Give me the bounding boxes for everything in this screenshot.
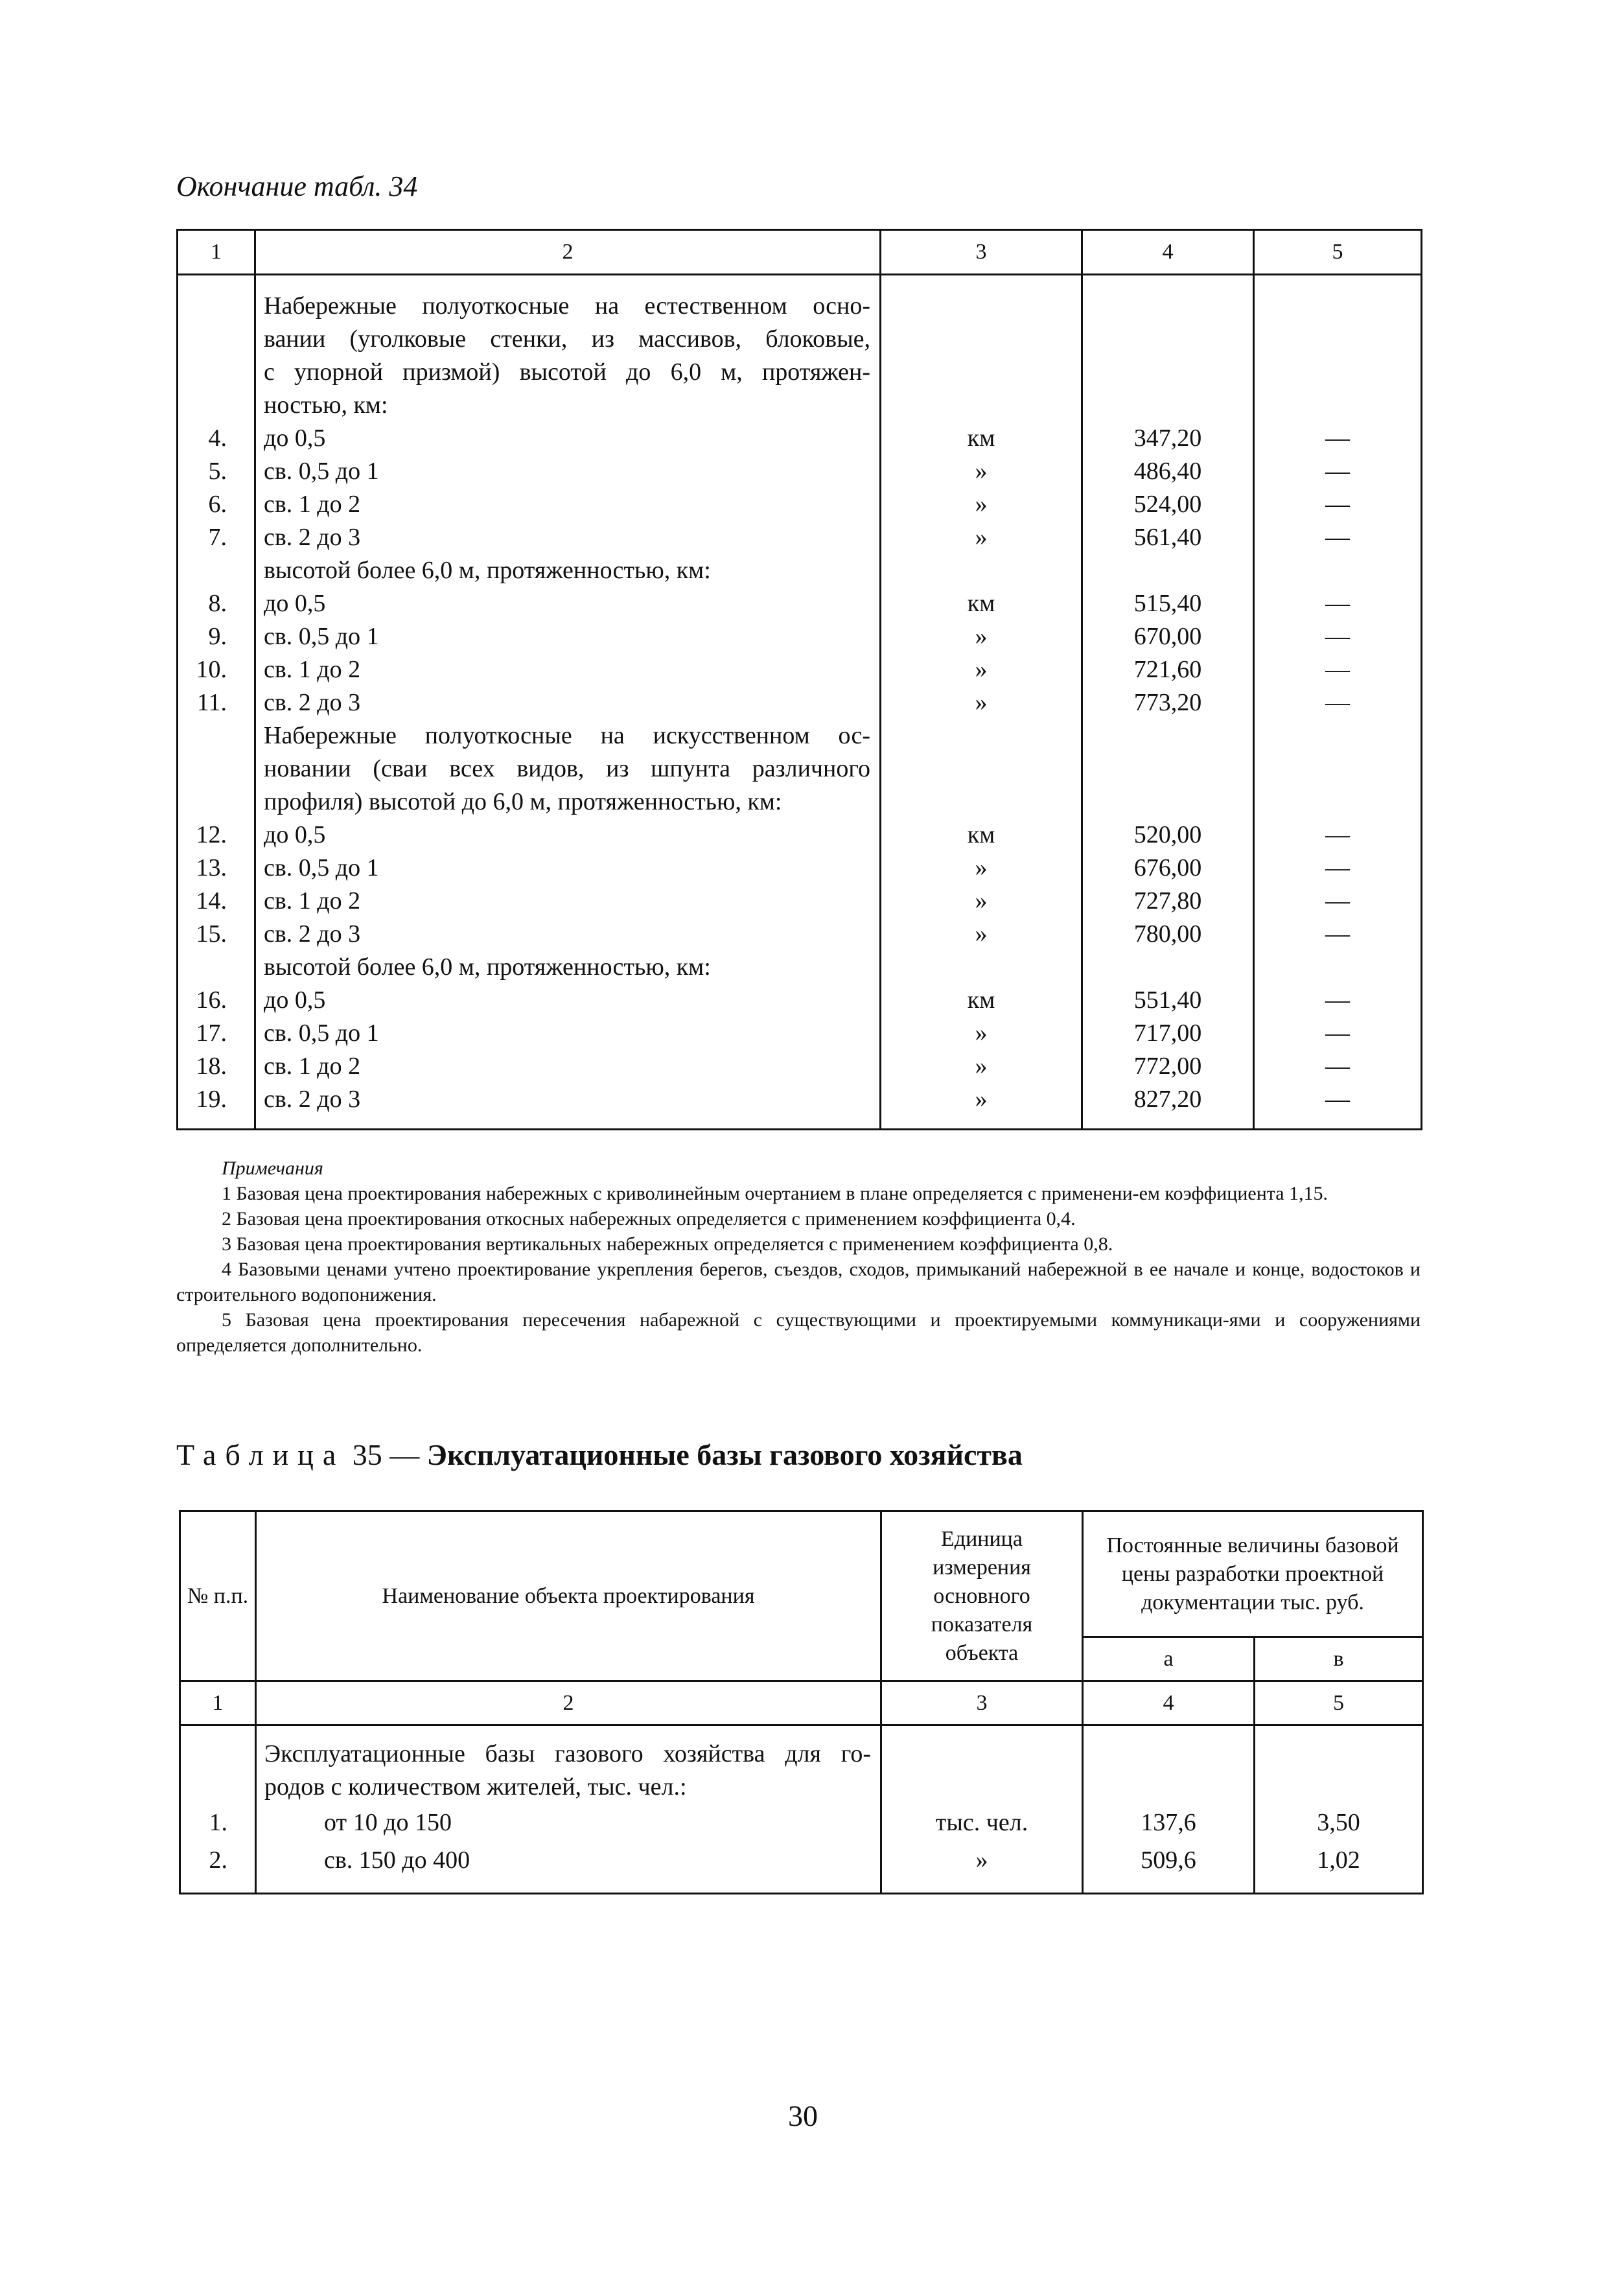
row-value: 347,20 <box>1082 422 1254 455</box>
row-number: 2. <box>180 1841 256 1893</box>
row-value: 773,20 <box>1082 686 1254 719</box>
table-row <box>178 422 1422 455</box>
section-line: с упорной призмой) высотой до 6,0 м, протяжен- <box>264 358 870 386</box>
empty-cell <box>881 554 1082 587</box>
row-name: св. 2 до 3 <box>255 918 881 951</box>
row-name: св. 0,5 до 1 <box>255 1017 881 1050</box>
row-value: 780,00 <box>1082 918 1254 951</box>
row-name: св. 150 до 400 <box>256 1841 881 1893</box>
row-extra: — <box>1254 653 1422 686</box>
note-item: 5 Базовая цена проектирования пересечения набарежной с существующими и проектируемыми коммуникаци-ями и сооружениями определяется дополнительно. <box>176 1309 1421 1356</box>
row-extra: — <box>1254 1083 1422 1130</box>
table-35-header-row <box>180 1511 1423 1637</box>
table-row <box>178 885 1422 918</box>
row-extra: — <box>1254 488 1422 521</box>
table-row <box>178 521 1422 554</box>
header-cell: № п.п. <box>180 1511 256 1681</box>
empty-cell <box>1254 951 1422 984</box>
row-unit: » <box>881 1017 1082 1050</box>
row-extra: — <box>1254 587 1422 620</box>
row-name: от 10 до 150 <box>256 1804 881 1841</box>
section-row <box>178 752 1422 786</box>
row-name: св. 0,5 до 1 <box>255 620 881 653</box>
empty-cell <box>881 356 1082 389</box>
empty-cell <box>1082 719 1254 752</box>
notes-title: Примечания <box>222 1158 323 1179</box>
table-35-title <box>176 1438 1023 1472</box>
row-extra: — <box>1254 918 1422 951</box>
empty-cell <box>1254 389 1422 422</box>
row-number: 6. <box>178 488 255 521</box>
notes-block <box>176 1156 1421 1358</box>
row-extra: — <box>1254 1050 1422 1083</box>
table-row <box>178 852 1422 885</box>
empty-cell <box>881 275 1082 323</box>
row-value: 827,20 <box>1082 1083 1254 1130</box>
table-row <box>178 455 1422 488</box>
table-row <box>180 1804 1423 1841</box>
header-cell: Единица измерения основного показателя объекта <box>881 1511 1083 1681</box>
row-value-a: 137,6 <box>1083 1804 1255 1841</box>
row-unit: км <box>881 819 1082 852</box>
row-number: 15. <box>178 918 255 951</box>
section-line: родов с количеством жителей, тыс. чел.: <box>264 1773 687 1800</box>
empty-cell <box>1082 554 1254 587</box>
empty-cell <box>1082 389 1254 422</box>
header-cell: в <box>1255 1637 1423 1681</box>
row-value: 520,00 <box>1082 819 1254 852</box>
row-unit: км <box>881 422 1082 455</box>
subsection-row <box>178 554 1422 587</box>
empty-cell <box>178 275 255 323</box>
section-line: Набережные полуоткосные на естественном осно- <box>264 292 870 320</box>
row-number: 18. <box>178 1050 255 1083</box>
row-value: 515,40 <box>1082 587 1254 620</box>
row-value: 670,00 <box>1082 620 1254 653</box>
table-row <box>178 620 1422 653</box>
subsection-row <box>178 951 1422 984</box>
table-row <box>178 1050 1422 1083</box>
row-extra: — <box>1254 984 1422 1017</box>
row-unit: км <box>881 984 1082 1017</box>
row-number: 12. <box>178 819 255 852</box>
empty-cell <box>1254 719 1422 752</box>
row-name: до 0,5 <box>255 422 881 455</box>
table-row <box>178 488 1422 521</box>
row-number: 17. <box>178 1017 255 1050</box>
header-cell: а <box>1083 1637 1255 1681</box>
row-number: 7. <box>178 521 255 554</box>
empty-cell <box>1082 786 1254 819</box>
row-name: св. 1 до 2 <box>255 488 881 521</box>
row-extra: — <box>1254 852 1422 885</box>
empty-cell <box>1082 752 1254 786</box>
empty-cell <box>1082 356 1254 389</box>
table-row <box>178 984 1422 1017</box>
row-extra: — <box>1254 620 1422 653</box>
header-cell: Наименование объекта проектирования <box>256 1511 881 1681</box>
row-number: 10. <box>178 653 255 686</box>
empty-cell <box>178 554 255 587</box>
empty-cell <box>1254 786 1422 819</box>
row-unit: » <box>881 521 1082 554</box>
row-name: св. 2 до 3 <box>255 521 881 554</box>
section-line: высотой более 6,0 м, протяженностью, км: <box>264 557 711 584</box>
row-extra: — <box>1254 819 1422 852</box>
row-unit: тыс. чел. <box>881 1804 1083 1841</box>
empty-cell <box>1254 356 1422 389</box>
row-value-b: 1,02 <box>1255 1841 1423 1893</box>
section-line: высотой более 6,0 м, протяженностью, км: <box>264 953 711 981</box>
table-row <box>180 1841 1423 1893</box>
section-row <box>178 786 1422 819</box>
row-unit: » <box>881 686 1082 719</box>
table-row <box>178 918 1422 951</box>
row-value: 486,40 <box>1082 455 1254 488</box>
header-cell: 1 <box>180 1681 256 1725</box>
section-row <box>178 275 1422 323</box>
empty-cell <box>881 752 1082 786</box>
row-unit: » <box>881 1083 1082 1130</box>
row-name: до 0,5 <box>255 984 881 1017</box>
table-35 <box>179 1510 1424 1894</box>
table-row <box>178 686 1422 719</box>
header-cell: 5 <box>1255 1681 1423 1725</box>
empty-cell <box>1254 752 1422 786</box>
row-unit: » <box>881 620 1082 653</box>
section-row <box>178 323 1422 356</box>
empty-cell <box>1254 275 1422 323</box>
row-unit: » <box>881 885 1082 918</box>
row-value: 727,80 <box>1082 885 1254 918</box>
table-row <box>178 1083 1422 1130</box>
row-number: 11. <box>178 686 255 719</box>
row-extra: — <box>1254 455 1422 488</box>
row-unit: » <box>881 455 1082 488</box>
continuation-caption: Окончание табл. 34 <box>176 170 418 202</box>
empty-cell <box>1082 275 1254 323</box>
section-row <box>178 719 1422 752</box>
row-name: св. 2 до 3 <box>255 686 881 719</box>
section-line: новании (сваи всех видов, из шпунта различного <box>264 755 870 782</box>
row-unit: » <box>881 852 1082 885</box>
table-row <box>178 1017 1422 1050</box>
header-cell: Постоянные величины базовой цены разработки проектной документации тыс. руб. <box>1083 1511 1423 1637</box>
section-row <box>178 356 1422 389</box>
row-value-a: 509,6 <box>1083 1841 1255 1893</box>
note-item: 2 Базовая цена проектирования откосных набережных определяется с применением коэффициента 0,4. <box>222 1208 1076 1229</box>
empty-cell <box>1082 951 1254 984</box>
note-item: 4 Базовыми ценами учтено проектирование укрепления берегов, съездов, сходов, примыканий набережной в ее начале и конце, водостоков и строительного водопонижения. <box>176 1259 1421 1305</box>
row-unit: » <box>881 488 1082 521</box>
header-cell: 3 <box>881 230 1082 275</box>
header-cell: 1 <box>178 230 255 275</box>
row-extra: — <box>1254 686 1422 719</box>
row-value: 524,00 <box>1082 488 1254 521</box>
empty-cell <box>178 752 255 786</box>
note-item: 3 Базовая цена проектирования вертикальных набережных определяется с применением коэффициента 0,8. <box>222 1233 1113 1255</box>
row-number: 4. <box>178 422 255 455</box>
table-34-header-row <box>178 230 1422 275</box>
section-line: Эксплуатационные базы газового хозяйства для го- <box>264 1740 871 1767</box>
row-extra: — <box>1254 1017 1422 1050</box>
row-unit: » <box>881 918 1082 951</box>
row-name: св. 0,5 до 1 <box>255 455 881 488</box>
section-line: профиля) высотой до 6,0 м, протяженностью, км: <box>264 788 782 815</box>
empty-cell <box>178 951 255 984</box>
row-number: 8. <box>178 587 255 620</box>
empty-cell <box>178 356 255 389</box>
row-number: 9. <box>178 620 255 653</box>
empty-cell <box>881 951 1082 984</box>
row-name: до 0,5 <box>255 587 881 620</box>
header-cell: 2 <box>256 1681 881 1725</box>
row-number: 1. <box>180 1804 256 1841</box>
empty-cell <box>881 389 1082 422</box>
row-value: 551,40 <box>1082 984 1254 1017</box>
row-extra: — <box>1254 422 1422 455</box>
section-line: Набережные полуоткосные на искусственном ос- <box>264 722 870 749</box>
header-cell: 5 <box>1254 230 1422 275</box>
row-number: 16. <box>178 984 255 1017</box>
empty-cell <box>881 719 1082 752</box>
row-extra: — <box>1254 521 1422 554</box>
row-name: св. 1 до 2 <box>255 885 881 918</box>
row-number: 13. <box>178 852 255 885</box>
table-row <box>178 653 1422 686</box>
row-name: св. 1 до 2 <box>255 653 881 686</box>
row-extra: — <box>1254 885 1422 918</box>
row-name: св. 1 до 2 <box>255 1050 881 1083</box>
header-cell: 4 <box>1082 230 1254 275</box>
table-label: Таблица <box>176 1438 345 1471</box>
row-value: 717,00 <box>1082 1017 1254 1050</box>
empty-cell <box>1082 323 1254 356</box>
page-number: 30 <box>788 2099 818 2132</box>
note-item: 1 Базовая цена проектирования набережных с криволинейным очертанием в плане определяется с применени-ем коэффициента 1,15. <box>222 1183 1328 1204</box>
empty-cell <box>1254 323 1422 356</box>
table-35-number-row <box>180 1681 1423 1725</box>
row-number: 19. <box>178 1083 255 1130</box>
empty-cell <box>178 786 255 819</box>
table-row <box>178 819 1422 852</box>
row-name: св. 2 до 3 <box>255 1083 881 1130</box>
row-unit: » <box>881 1841 1083 1893</box>
empty-cell <box>881 323 1082 356</box>
row-name: св. 0,5 до 1 <box>255 852 881 885</box>
header-cell: 2 <box>255 230 881 275</box>
section-line: вании (уголковые стенки, из массивов, блоковые, <box>264 325 870 353</box>
row-value: 721,60 <box>1082 653 1254 686</box>
section-row <box>178 389 1422 422</box>
header-cell: 4 <box>1083 1681 1255 1725</box>
row-unit: » <box>881 653 1082 686</box>
row-value-b: 3,50 <box>1255 1804 1423 1841</box>
row-value: 772,00 <box>1082 1050 1254 1083</box>
row-name: до 0,5 <box>255 819 881 852</box>
empty-cell <box>178 323 255 356</box>
table-number: 35 — <box>352 1438 420 1471</box>
row-unit: км <box>881 587 1082 620</box>
table-row <box>178 587 1422 620</box>
row-unit: » <box>881 1050 1082 1083</box>
table-34 <box>176 229 1422 1130</box>
table-title: Эксплуатационные базы газового хозяйства <box>426 1438 1023 1471</box>
row-value: 561,40 <box>1082 521 1254 554</box>
row-value: 676,00 <box>1082 852 1254 885</box>
table-row <box>180 1725 1423 1804</box>
header-cell: 3 <box>881 1681 1083 1725</box>
empty-cell <box>178 719 255 752</box>
empty-cell <box>881 786 1082 819</box>
row-number: 5. <box>178 455 255 488</box>
row-number: 14. <box>178 885 255 918</box>
empty-cell <box>1254 554 1422 587</box>
empty-cell <box>178 389 255 422</box>
section-line: ностью, км: <box>264 391 388 419</box>
